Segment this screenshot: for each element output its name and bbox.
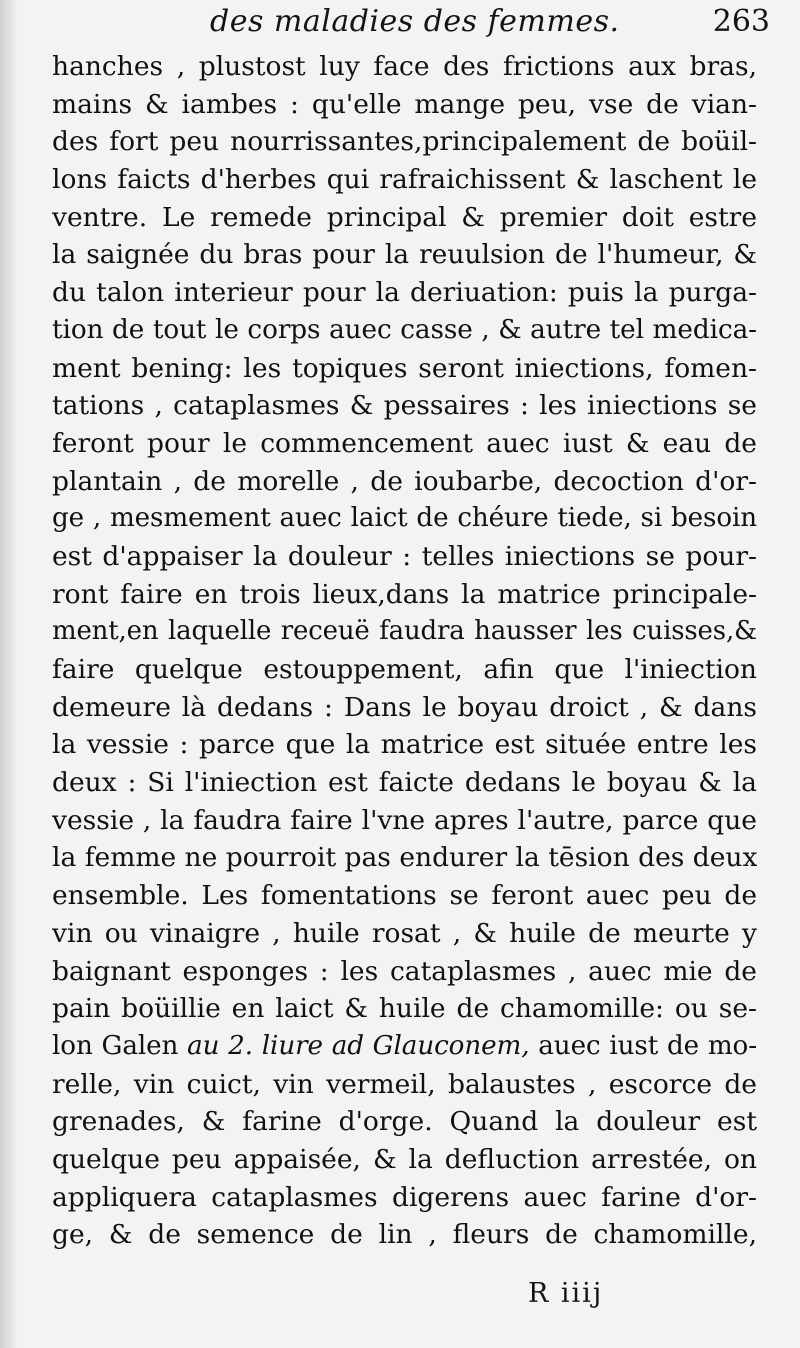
text-line: mains & iambes : qu'elle mange peu, vse de vian- (52, 88, 757, 120)
text-line: tations , cataplasmes & pessaires : les iniections se (52, 390, 757, 422)
page-number: 263 (712, 4, 770, 39)
text-line: vin ou vinaigre , huile rosat , & huile de meurte y (52, 917, 757, 949)
text-line: des fort peu nourrissantes,principalement de boüil- (52, 126, 757, 158)
text-line: relle, vin cuict, vin vermeil, balaustes , escorce de (52, 1068, 757, 1100)
text-line: pain boüillie en laict & huile de chamomille: ou se- (52, 993, 757, 1025)
text-line: ment,en laquelle receuë faudra hausser les cuisses,& (52, 616, 757, 647)
text-line: ge, & de semence de lin , fleurs de chamomille, (52, 1219, 757, 1251)
text-line: appliquera cataplasmes digerens auec farine d'or- (52, 1181, 757, 1213)
text-line: ensemble. Les fomentations se feront auec peu de (52, 880, 757, 912)
text-line: faire quelque estouppement, afin que l'iniection (52, 654, 757, 685)
text-line: deux : Si l'iniection est faicte dedans le boyau & la (52, 767, 757, 799)
text-line: ment bening: les topiques seront iniections, fomen- (52, 352, 757, 384)
citation-after: auec iust de mo- (529, 1030, 757, 1061)
text-line: ventre. Le remede principal & premier doit estre (52, 201, 757, 233)
citation-before: lon Galen (52, 1030, 188, 1061)
text-line: grenades, & farine d'orge. Quand la douleur est (52, 1106, 757, 1138)
signature-mark: R iiij (528, 1278, 604, 1309)
running-title: des maladies des femmes. (210, 4, 620, 39)
text-line: tion de tout le corps auec casse , & autre tel medica- (52, 314, 757, 345)
page-header (60, 4, 770, 44)
text-line: plantain , de morelle , de ioubarbe, decoction d'or- (52, 465, 757, 497)
text-line: ront faire en trois lieux,dans la matrice principale- (52, 578, 757, 610)
text-line: la femme ne pourroit pas endurer la tēsion des deux (52, 842, 757, 874)
text-line: baignant esponges : les cataplasmes , auec mie de (52, 955, 757, 987)
text-line: lons faicts d'herbes qui rafraichissent & laschent le (52, 164, 757, 196)
text-line: vessie , la faudra faire l'vne apres l'autre, parce que (52, 804, 757, 836)
text-line: quelque peu appaisée, & la defluction arrestée, on (52, 1143, 757, 1175)
text-line: du talon interieur pour la deriuation: puis la purga- (52, 277, 757, 309)
text-line: est d'appaiser la douleur : telles iniections se pour- (52, 540, 757, 572)
text-line: feront pour le commencement auec iust & eau de (52, 427, 757, 459)
citation-italic: au 2. liure ad Glauconem, (187, 1030, 530, 1061)
text-line: la saignée du bras pour la reuulsion de l'humeur, & (52, 239, 757, 271)
body-text (52, 48, 757, 1254)
text-line: ge , mesmement auec laict de chéure tiede, si besoin (52, 503, 757, 534)
text-line: la vessie : parce que la matrice est située entre les (52, 729, 757, 761)
text-line-citation (52, 1028, 757, 1066)
text-line: hanches , plustost luy face des frictions aux bras, (52, 51, 757, 82)
text-line: demeure là dedans : Dans le boyau droict , & dans (52, 691, 757, 723)
